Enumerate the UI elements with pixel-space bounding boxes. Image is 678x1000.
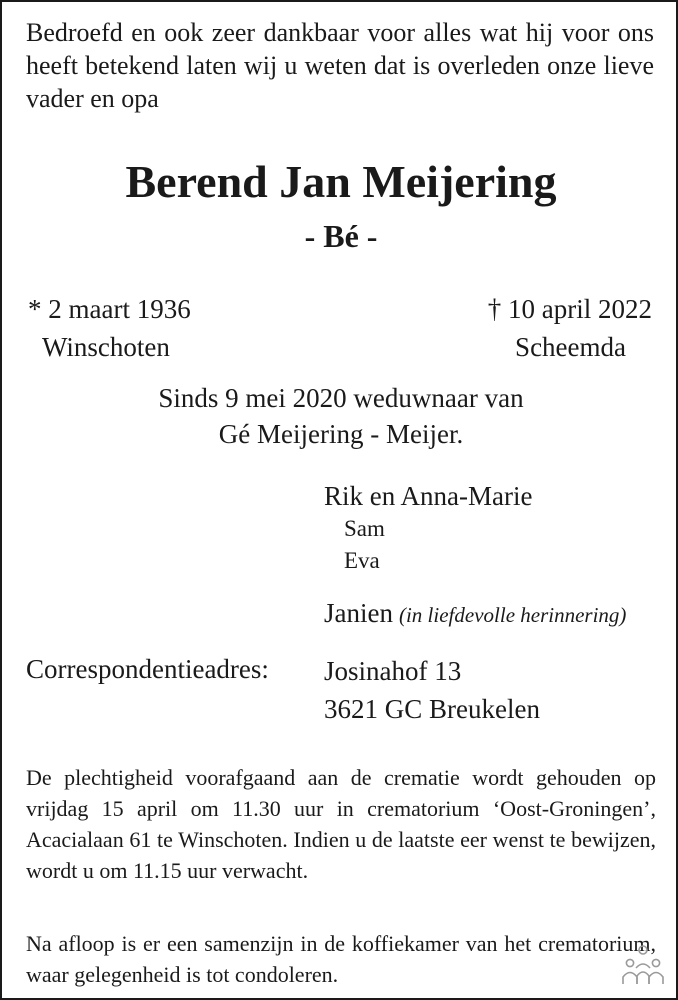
widower-line-2: Gé Meijering - Meijer. [218,419,464,449]
death-date: † 10 april 2022 [487,294,652,324]
intro-text: Bedroefd en ook zeer dankbaar voor alles wat hij voor ons heeft betekend laten wij u weten dat is overleden onze lieve vader en opa [26,18,654,113]
widower-line-1: Sinds 9 mei 2020 weduwnaar van [158,383,524,413]
people-group-icon [620,944,666,988]
family-list [324,479,532,577]
remembered-name: Janien [324,598,393,628]
grandchild-name: Eva [344,548,380,573]
remembered-family-member [324,596,626,632]
grandchild-name: Sam [344,516,385,541]
birth-place: Winschoten [42,332,170,362]
family-couple: Rik en Anna-Marie [324,481,533,511]
address-street: Josinahof 13 [324,656,462,686]
deceased-name: Berend Jan Meijering [125,156,557,207]
ceremony-text: De plechtigheid voorafgaand aan de crematie wordt gehouden op vrijdag 15 april om 11.30 uur in crematorium ‘Oost-Groningen’, Acacialaan 61 te Winschoten. Indien u de laatste eer wenst te bewijzen, wordt u om 11.15 uur verwacht. [26,765,656,883]
birth-date: * 2 maart 1936 [28,294,191,324]
gathering-text: Na afloop is er een samenzijn in de koffiekamer van het crematorium, waar gelegenheid is tot condoleren. [26,931,656,987]
widower-statement [2,380,678,452]
death-place: Scheemda [515,332,626,362]
deceased-nickname: - Bé - [304,218,378,254]
correspondence-address [324,652,540,728]
remembered-note: (in liefdevolle herinnering) [398,603,627,627]
address-city: 3621 GC Breukelen [324,694,540,724]
correspondence-label: Correspondentieadres: [26,654,269,684]
